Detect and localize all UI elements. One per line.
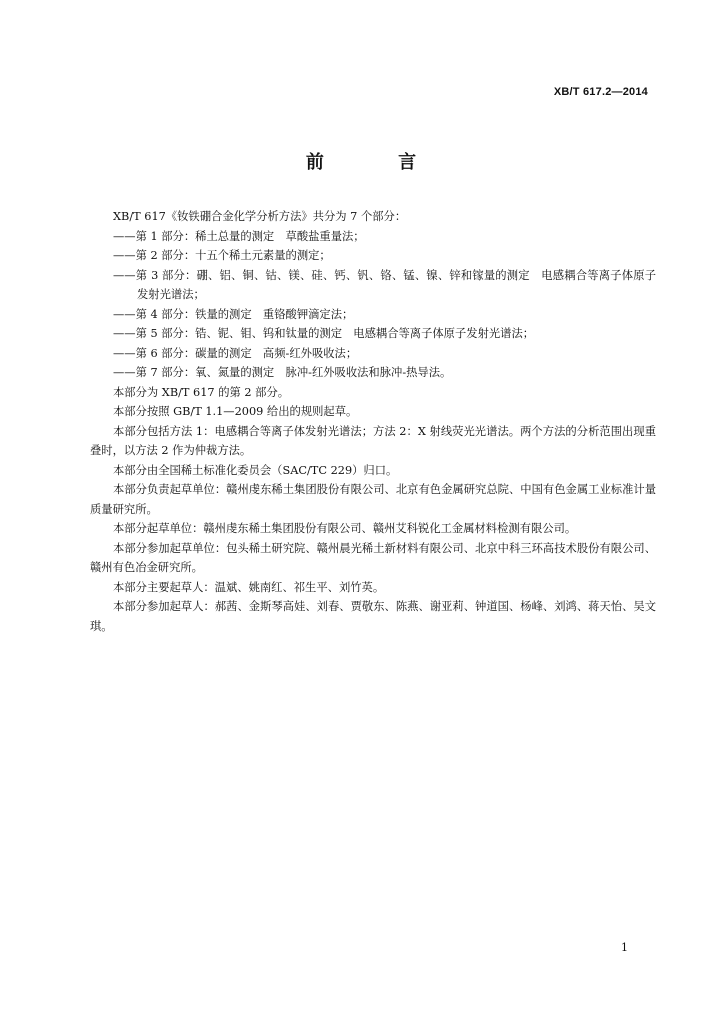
methods-paragraph: 本部分包括方法 1：电感耦合等离子体发射光谱法；方法 2：X 射线荧光光谱法。两个方法的分析范围出现重叠时，以方法 2 作为仲裁方法。 — [90, 424, 656, 457]
responsible-drafters: 本部分负责起草单位：赣州虔东稀土集团股份有限公司、北京有色金属研究总院、中国有色金属工业标准计量质量研究所。 — [90, 483, 656, 516]
part-list-item: ——第 1 部分：稀土总量的测定 草酸盐重量法； — [113, 229, 365, 243]
part-list-item: ——第 4 部分：铁量的测定 重铬酸钾滴定法； — [113, 307, 354, 321]
part-list-item: ——第 5 部分：锆、铌、钼、钨和钛量的测定 电感耦合等离子体原子发射光谱法； — [113, 327, 535, 340]
page-number: 1 — [621, 941, 628, 954]
standard-code: XB/T 617.2—2014 — [553, 86, 648, 98]
participating-drafters: 本部分参加起草人：郝茜、金斯琴高娃、刘春、贾敬东、陈燕、谢亚莉、钟道国、杨峰、刘鸿、蒋天怡、吴文琪。 — [90, 600, 656, 633]
committee-paragraph: 本部分由全国稀土标准化委员会（SAC/TC 229）归口。 — [113, 463, 398, 477]
drafting-rules: 本部分按照 GB/T 1.1—2009 给出的规则起草。 — [113, 405, 358, 418]
intro-paragraph: XB/T 617《钕铁硼合金化学分析方法》共分为 7 个部分： — [113, 210, 407, 223]
main-drafters: 本部分主要起草人：温斌、姚南红、祁生平、刘竹英。 — [113, 580, 385, 594]
part-list-item: ——第 3 部分：硼、铝、铜、钴、镁、硅、钙、钒、铬、锰、镍、锌和镓量的测定 电感耦合等离子体原子发射光谱法； — [113, 268, 656, 301]
page-title: 前 言 — [305, 152, 451, 173]
foreword-body — [90, 207, 656, 636]
participating-units: 本部分参加起草单位：包头稀土研究院、赣州晨光稀土新材料有限公司、北京中科三环高技术股份有限公司、赣州有色冶金研究所。 — [90, 541, 656, 574]
part-statement: 本部分为 XB/T 617 的第 2 部分。 — [113, 385, 290, 399]
part-list-item: ——第 7 部分：氧、氮量的测定 脉冲-红外吸收法和脉冲-热导法。 — [113, 366, 452, 379]
part-list-item: ——第 2 部分：十五个稀土元素量的测定； — [113, 249, 331, 262]
part-list-item: ——第 6 部分：碳量的测定 高频-红外吸收法； — [113, 346, 358, 360]
drafting-units: 本部分起草单位：赣州虔东稀土集团股份有限公司、赣州艾科锐化工金属材料检测有限公司。 — [113, 522, 577, 535]
